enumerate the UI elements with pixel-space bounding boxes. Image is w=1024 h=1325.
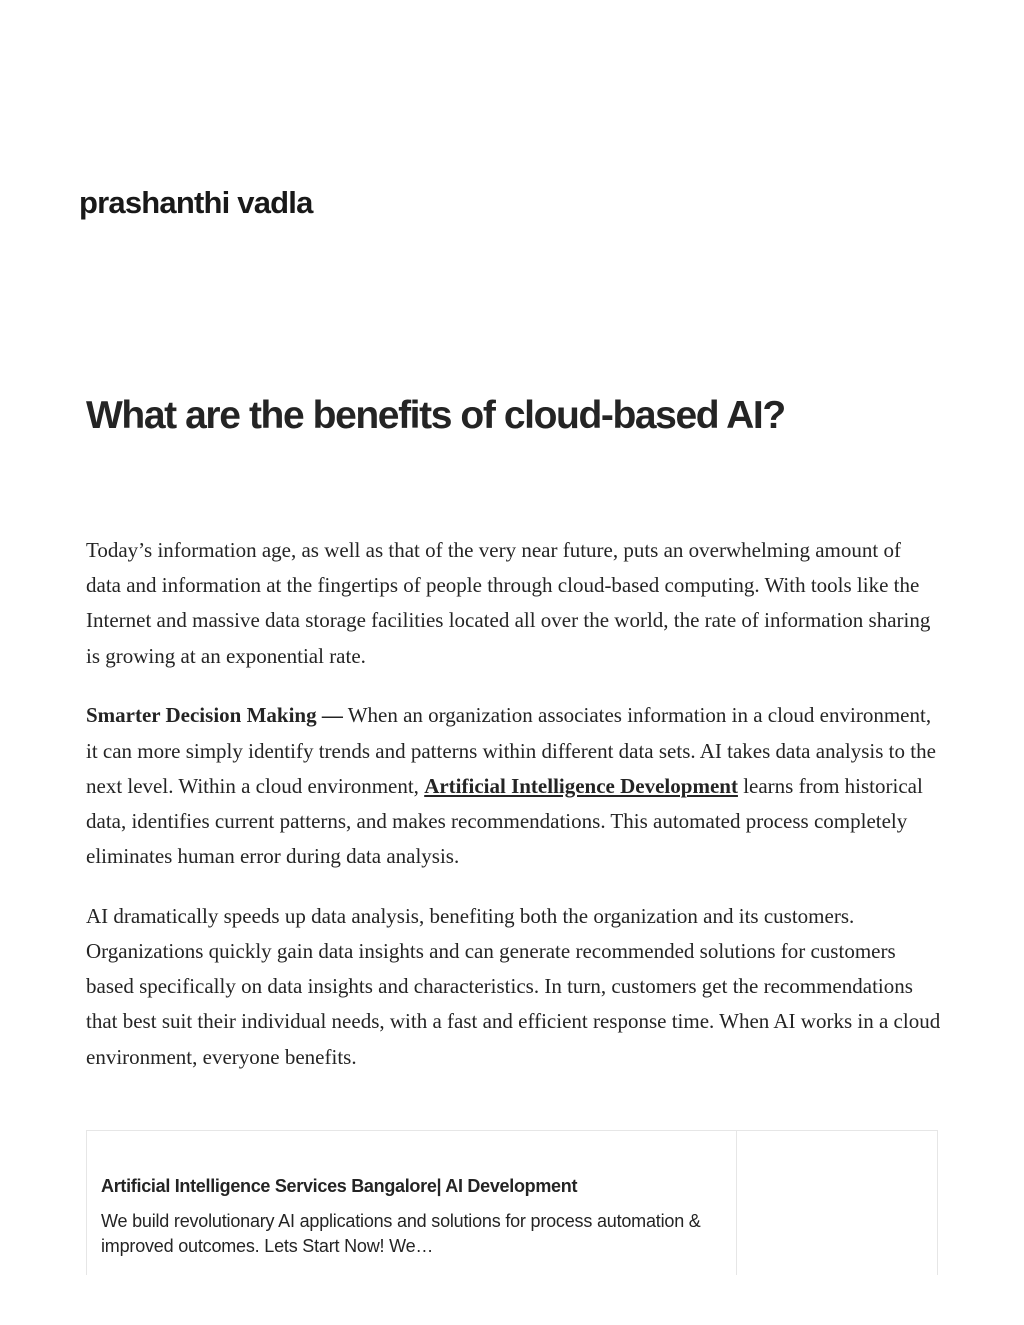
link-preview-card[interactable] (86, 1130, 938, 1275)
paragraph-intro: Today’s information age, as well as that of the very near future, puts an overwhelming amount of data and information at the fingertips of people through cloud-based computing. With tools like the Internet and massive data storage facilities located all over the world, the rate of information sharing is growing at an exponential rate. (86, 538, 931, 668)
link-card-text (87, 1131, 736, 1275)
paragraph-text-continued: learns from historical data, identifies current patterns, and makes recommendations. This automated process completely eliminates human error during data analysis. (86, 773, 923, 869)
paragraph-benefits: AI dramatically speeds up data analysis, benefiting both the organization and its customers. Organizations quickly gain data insights and can generate recommended solutions for customers based specifically on data insights and characteristics. In turn, customers get the recommendations that best suit their individual needs, with a fast and efficient response time. When AI works in a cloud environment, everyone benefits. (86, 903, 941, 1069)
paragraph-lead: Smarter Decision Making — (86, 703, 343, 728)
link-card-description: We build revolutionary AI applications and solutions for process automation & improved outcomes. Lets Start Now! We… (101, 1211, 701, 1256)
site-name[interactable]: prashanthi vadla (79, 185, 313, 220)
paragraph-decision-making (86, 698, 941, 874)
ai-development-link[interactable]: Artificial Intelligence Development (424, 773, 738, 798)
link-card-thumbnail (736, 1131, 937, 1275)
link-card-title: Artificial Intelligence Services Bangalore| AI Development (101, 1176, 578, 1196)
article-title: What are the benefits of cloud-based AI? (86, 394, 785, 437)
article-body (86, 533, 941, 1099)
paragraph-text: When an organization associates information in a cloud environment, it can more simply identify trends and patterns within different data sets. AI takes data analysis to the next level. Within a cloud environment, (86, 703, 936, 798)
